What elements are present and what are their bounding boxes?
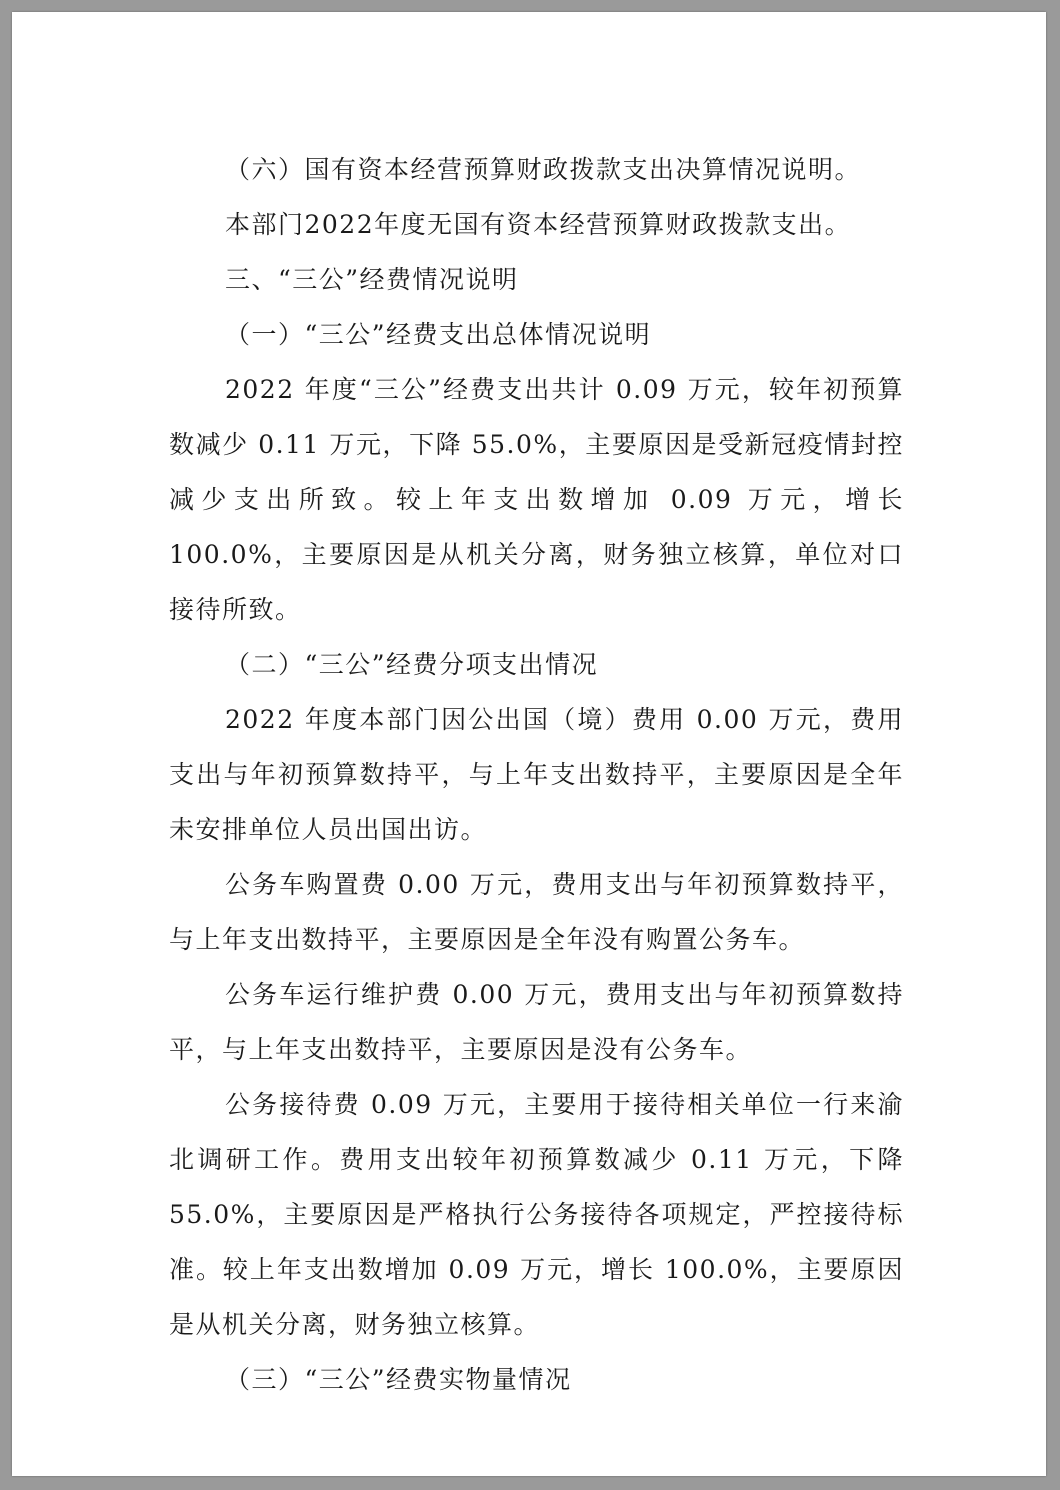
paragraph-state-capital-body: 本部门2022年度无国有资本经营预算财政拨款支出。 <box>225 210 852 239</box>
paragraph-overseas-travel: 2022 年度本部门因公出国（境）费用 0.00 万元，费用支出与年初预算数持平，与上年支出数持平，主要原因是全年未安排单位人员出国出访。 <box>169 705 904 844</box>
subsection-overall-heading: （一）“三公”经费支出总体情况说明 <box>225 320 652 349</box>
page-content <box>169 142 904 1407</box>
document-page <box>12 12 1046 1476</box>
subsection-physical-quantity-heading: （三）“三公”经费实物量情况 <box>225 1365 572 1394</box>
paragraph-reception: 公务接待费 0.09 万元，主要用于接待相关单位一行来渝北调研工作。费用支出较年初预算数减少 0.11 万元，下降 55.0%，主要原因是严格执行公务接待各项规定，严控接待标准。较上年支出数增加 0.09 万元，增长 100.0%，主要原因是从机关分离，财务独立核算。 <box>169 1090 904 1339</box>
paragraph-vehicle-operation: 公务车运行维护费 0.00 万元，费用支出与年初预算数持平，与上年支出数持平，主要原因是没有公务车。 <box>169 980 904 1064</box>
section-three-public-funds-heading: 三、“三公”经费情况说明 <box>225 265 519 294</box>
paragraph-state-capital-heading: （六）国有资本经营预算财政拨款支出决算情况说明。 <box>225 155 862 184</box>
paragraph-overall-body: 2022 年度“三公”经费支出共计 0.09 万元，较年初预算数减少 0.11 万元，下降 55.0%，主要原因是受新冠疫情封控减少支出所致。较上年支出数增加 0.09 万元，增长 100.0%，主要原因是从机关分离，财务独立核算，单位对口接待所致。 <box>169 375 904 624</box>
subsection-itemized-heading: （二）“三公”经费分项支出情况 <box>225 650 599 679</box>
paragraph-vehicle-purchase: 公务车购置费 0.00 万元，费用支出与年初预算数持平，与上年支出数持平，主要原因是全年没有购置公务车。 <box>169 870 904 954</box>
